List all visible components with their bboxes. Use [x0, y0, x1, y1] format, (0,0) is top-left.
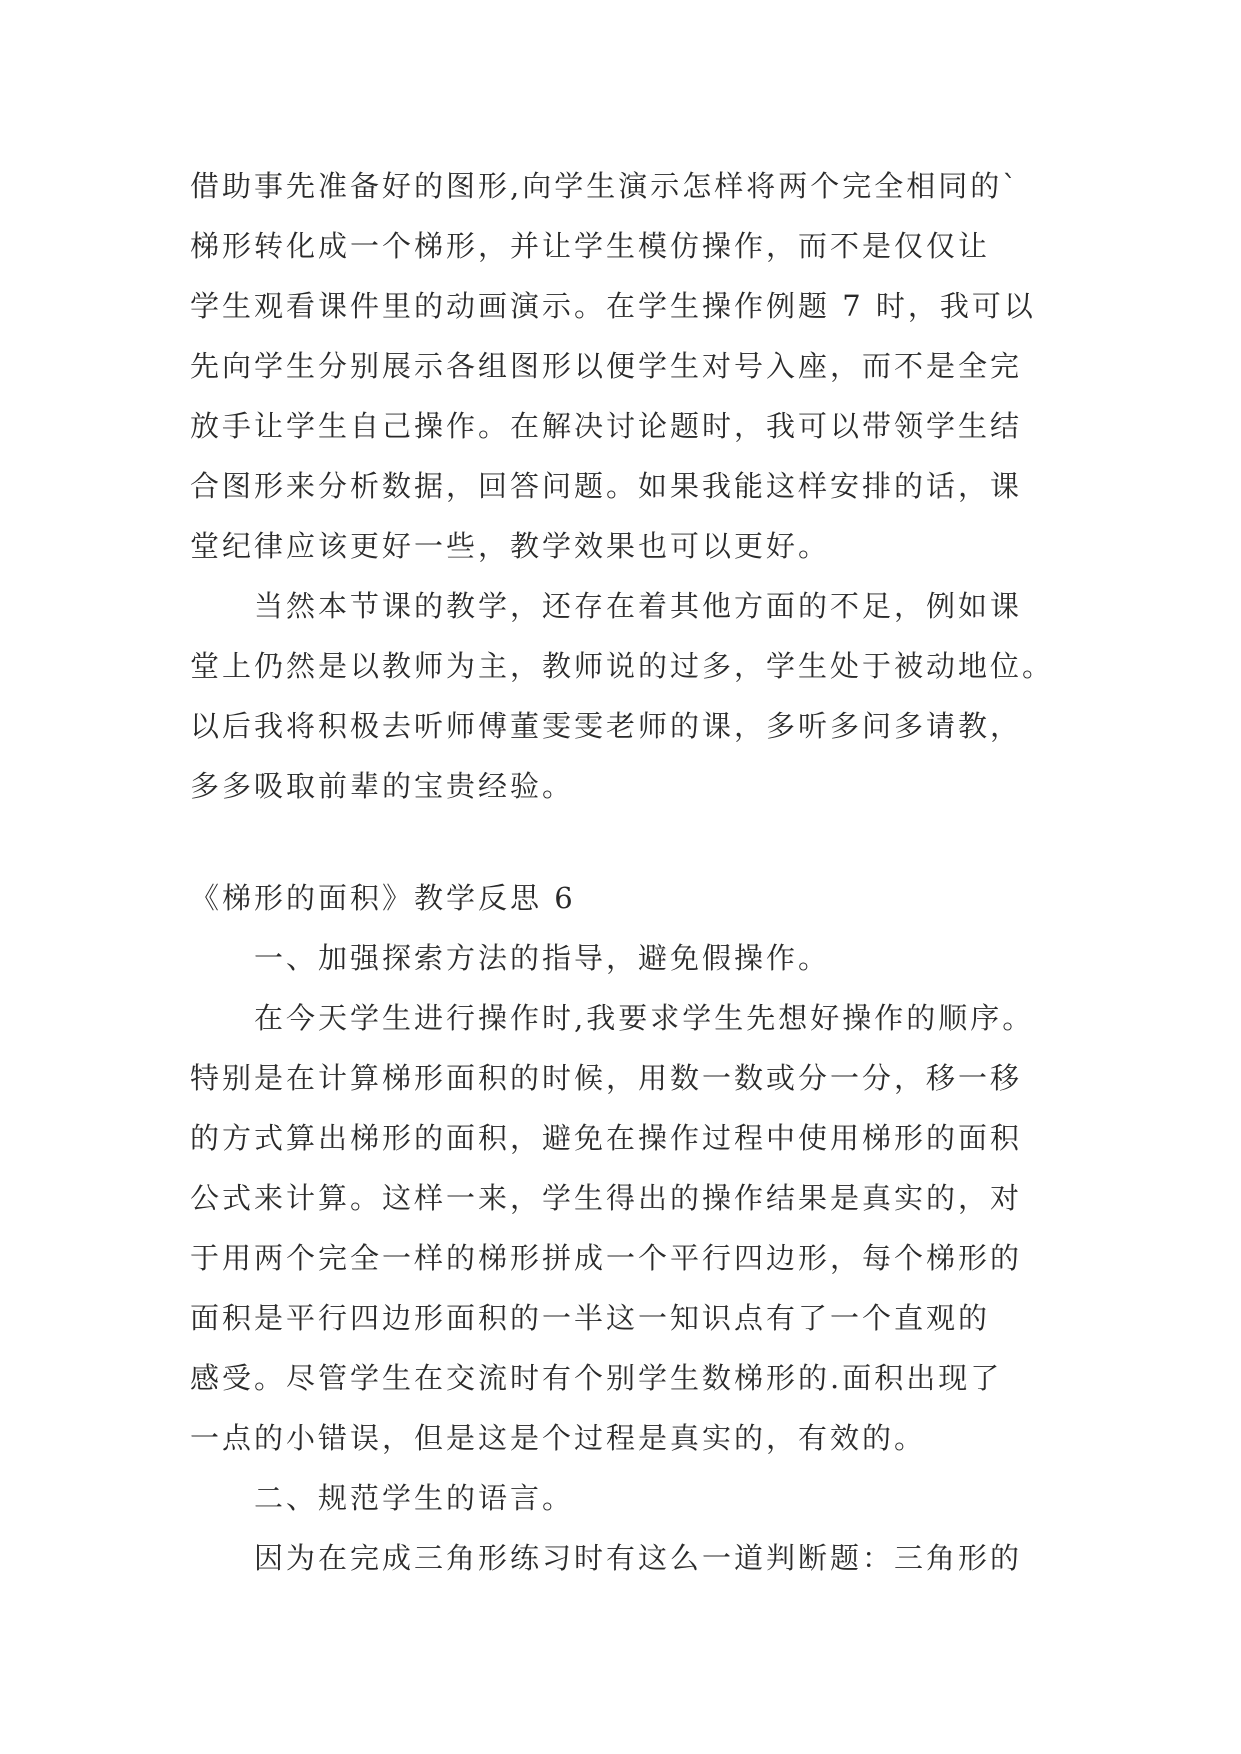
text-line: 的方式算出梯形的面积，避免在操作过程中使用梯形的面积	[190, 1121, 1023, 1155]
text-line: 以后我将积极去听师傅董雯雯老师的课，多听多问多请教，	[190, 709, 1023, 743]
subheading: 二、规范学生的语言。	[254, 1481, 575, 1515]
text-line: 合图形来分析数据，回答问题。如果我能这样安排的话，课	[190, 469, 1023, 503]
paragraph-first-line: 当然本节课的教学，还存在着其他方面的不足，例如课	[254, 589, 1023, 623]
text-line: 多多吸取前辈的宝贵经验。	[190, 769, 575, 803]
text-line: 面积是平行四边形面积的一半这一知识点有了一个直观的	[190, 1301, 991, 1335]
text-line: 感受。尽管学生在交流时有个别学生数梯形的.面积出现了	[190, 1361, 1003, 1395]
text-line: 特别是在计算梯形面积的时候，用数一数或分一分，移一移	[190, 1061, 1023, 1095]
paragraph-first-line: 在今天学生进行操作时,我要求学生先想好操作的顺序。	[254, 1001, 1035, 1035]
text-line: 放手让学生自己操作。在解决讨论题时，我可以带领学生结	[190, 409, 1023, 443]
text-line: 一点的小错误，但是这是个过程是真实的，有效的。	[190, 1421, 927, 1455]
text-line: 堂上仍然是以教师为主，教师说的过多，学生处于被动地位。	[190, 649, 1055, 683]
text-line: 公式来计算。这样一来，学生得出的操作结果是真实的，对	[190, 1181, 1023, 1215]
text-line: 先向学生分别展示各组图形以便学生对号入座，而不是全完	[190, 349, 1023, 383]
text-line: 借助事先准备好的图形,向学生演示怎样将两个完全相同的`	[190, 169, 1020, 203]
section-heading: 《梯形的面积》教学反思 6	[190, 881, 576, 915]
text-line: 于用两个完全一样的梯形拼成一个平行四边形，每个梯形的	[190, 1241, 1023, 1275]
subheading: 一、加强探索方法的指导，避免假操作。	[254, 941, 831, 975]
text-line: 堂纪律应该更好一些，教学效果也可以更好。	[190, 529, 831, 563]
paragraph-first-line: 因为在完成三角形练习时有这么一道判断题：三角形的	[254, 1541, 1023, 1575]
text-line: 学生观看课件里的动画演示。在学生操作例题 7 时，我可以	[190, 289, 1036, 323]
text-line: 梯形转化成一个梯形，并让学生模仿操作，而不是仅仅让	[190, 229, 991, 263]
